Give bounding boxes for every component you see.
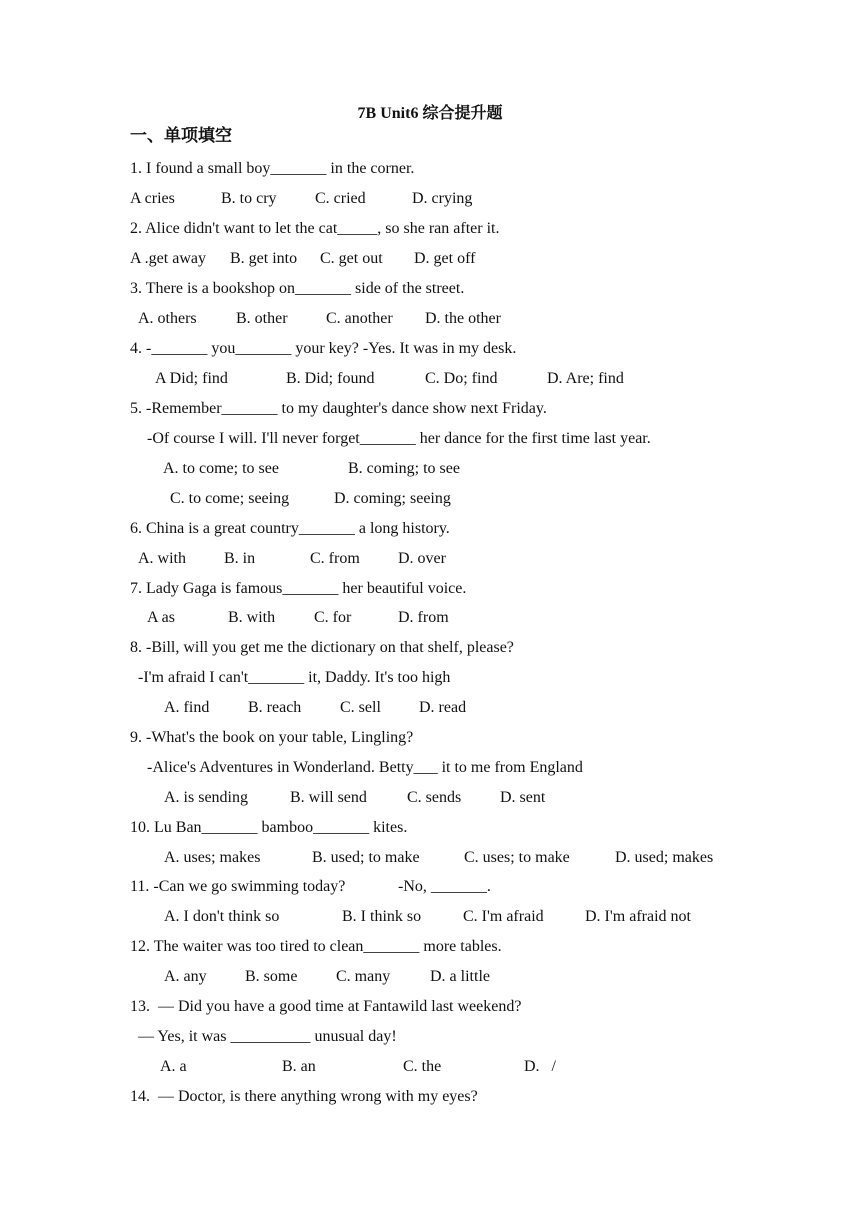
question-1-option-c: C. cried xyxy=(315,190,366,207)
question-2-option-b: B. get into xyxy=(230,250,298,267)
question-8-option-d: D. read xyxy=(419,699,467,716)
question-2-stem: 2. Alice didn't want to let the cat_____, so she ran after it. xyxy=(130,220,500,237)
question-3-option-b: B. other xyxy=(236,310,288,327)
question-6-option-d: D. over xyxy=(398,550,446,567)
question-14-stem: 14. — Doctor, is there anything wrong with my eyes? xyxy=(130,1088,478,1105)
question-1-stem: 1. I found a small boy_______ in the corner. xyxy=(130,160,415,177)
question-9-stem: 9. -What's the book on your table, Lingling? xyxy=(130,729,414,746)
question-10-option-d: D. used; makes xyxy=(615,849,714,866)
section-heading: 一、单项填空 xyxy=(130,126,232,146)
question-5-option-c: C. to come; seeing xyxy=(170,490,290,507)
question-9-stem-reply: -Alice's Adventures in Wonderland. Betty___ it to me from England xyxy=(147,759,583,776)
question-4-option-b: B. Did; found xyxy=(286,370,375,387)
question-11-stem-reply: -No, _______. xyxy=(398,878,491,895)
question-9-option-b: B. will send xyxy=(290,789,367,806)
question-8-option-b: B. reach xyxy=(248,699,302,716)
question-11-option-a: A. I don't think so xyxy=(164,908,280,925)
question-10-stem: 10. Lu Ban_______ bamboo_______ kites. xyxy=(130,819,408,836)
question-5-option-d: D. coming; seeing xyxy=(334,490,451,507)
question-8-stem-reply: -I'm afraid I can't_______ it, Daddy. It's too high xyxy=(138,669,451,686)
question-5-stem: 5. -Remember_______ to my daughter's dance show next Friday. xyxy=(130,400,547,417)
question-13-option-d: D. / xyxy=(524,1058,556,1075)
question-9-option-d: D. sent xyxy=(500,789,546,806)
question-6-option-b: B. in xyxy=(224,550,256,567)
question-2-option-a: A .get away xyxy=(130,250,206,267)
question-1-option-b: B. to cry xyxy=(221,190,277,207)
question-8-option-a: A. find xyxy=(164,699,210,716)
question-4-option-d: D. Are; find xyxy=(547,370,624,387)
question-7-option-a: A as xyxy=(147,609,175,626)
question-7-option-c: C. for xyxy=(314,609,352,626)
question-3-option-d: D. the other xyxy=(425,310,501,327)
question-13-option-c: C. the xyxy=(403,1058,442,1075)
question-3-stem: 3. There is a bookshop on_______ side of the street. xyxy=(130,280,465,297)
question-6-stem: 6. China is a great country_______ a long history. xyxy=(130,520,450,537)
question-12-option-d: D. a little xyxy=(430,968,490,985)
question-4-option-a: A Did; find xyxy=(155,370,228,387)
question-11-option-d: D. I'm afraid not xyxy=(585,908,691,925)
question-12-option-c: C. many xyxy=(336,968,391,985)
question-1-option-d: D. crying xyxy=(412,190,473,207)
question-4-option-c: C. Do; find xyxy=(425,370,498,387)
page-title: 7B Unit6 综合提升题 xyxy=(357,105,503,122)
question-11-stem: 11. -Can we go swimming today? xyxy=(130,878,346,895)
question-13-option-b: B. an xyxy=(282,1058,316,1075)
question-7-option-b: B. with xyxy=(228,609,276,626)
question-6-option-c: C. from xyxy=(310,550,360,567)
question-1-option-a: A cries xyxy=(130,190,175,207)
question-3-option-c: C. another xyxy=(326,310,393,327)
question-2-option-c: C. get out xyxy=(320,250,383,267)
question-10-option-a: A. uses; makes xyxy=(164,849,261,866)
question-13-option-a: A. a xyxy=(160,1058,187,1075)
question-6-option-a: A. with xyxy=(138,550,186,567)
question-8-option-c: C. sell xyxy=(340,699,381,716)
question-13-stem-reply: — Yes, it was __________ unusual day! xyxy=(138,1028,397,1045)
question-5-option-b: B. coming; to see xyxy=(348,460,460,477)
question-5-stem-reply: -Of course I will. I'll never forget_______ her dance for the first time last year. xyxy=(147,430,651,447)
question-3-option-a: A. others xyxy=(138,310,197,327)
question-7-stem: 7. Lady Gaga is famous_______ her beautiful voice. xyxy=(130,580,467,597)
question-9-option-a: A. is sending xyxy=(164,789,248,806)
question-11-option-c: C. I'm afraid xyxy=(463,908,544,925)
question-10-option-b: B. used; to make xyxy=(312,849,420,866)
question-11-option-b: B. I think so xyxy=(342,908,422,925)
question-9-option-c: C. sends xyxy=(407,789,462,806)
question-10-option-c: C. uses; to make xyxy=(464,849,570,866)
question-8-stem: 8. -Bill, will you get me the dictionary on that shelf, please? xyxy=(130,639,514,656)
question-13-stem: 13. — Did you have a good time at Fantawild last weekend? xyxy=(130,998,522,1015)
question-12-option-b: B. some xyxy=(245,968,298,985)
question-12-stem: 12. The waiter was too tired to clean_______ more tables. xyxy=(130,938,502,955)
question-4-stem: 4. -_______ you_______ your key? -Yes. It was in my desk. xyxy=(130,340,517,357)
question-7-option-d: D. from xyxy=(398,609,449,626)
question-2-option-d: D. get off xyxy=(414,250,476,267)
question-12-option-a: A. any xyxy=(164,968,207,985)
question-5-option-a: A. to come; to see xyxy=(163,460,279,477)
